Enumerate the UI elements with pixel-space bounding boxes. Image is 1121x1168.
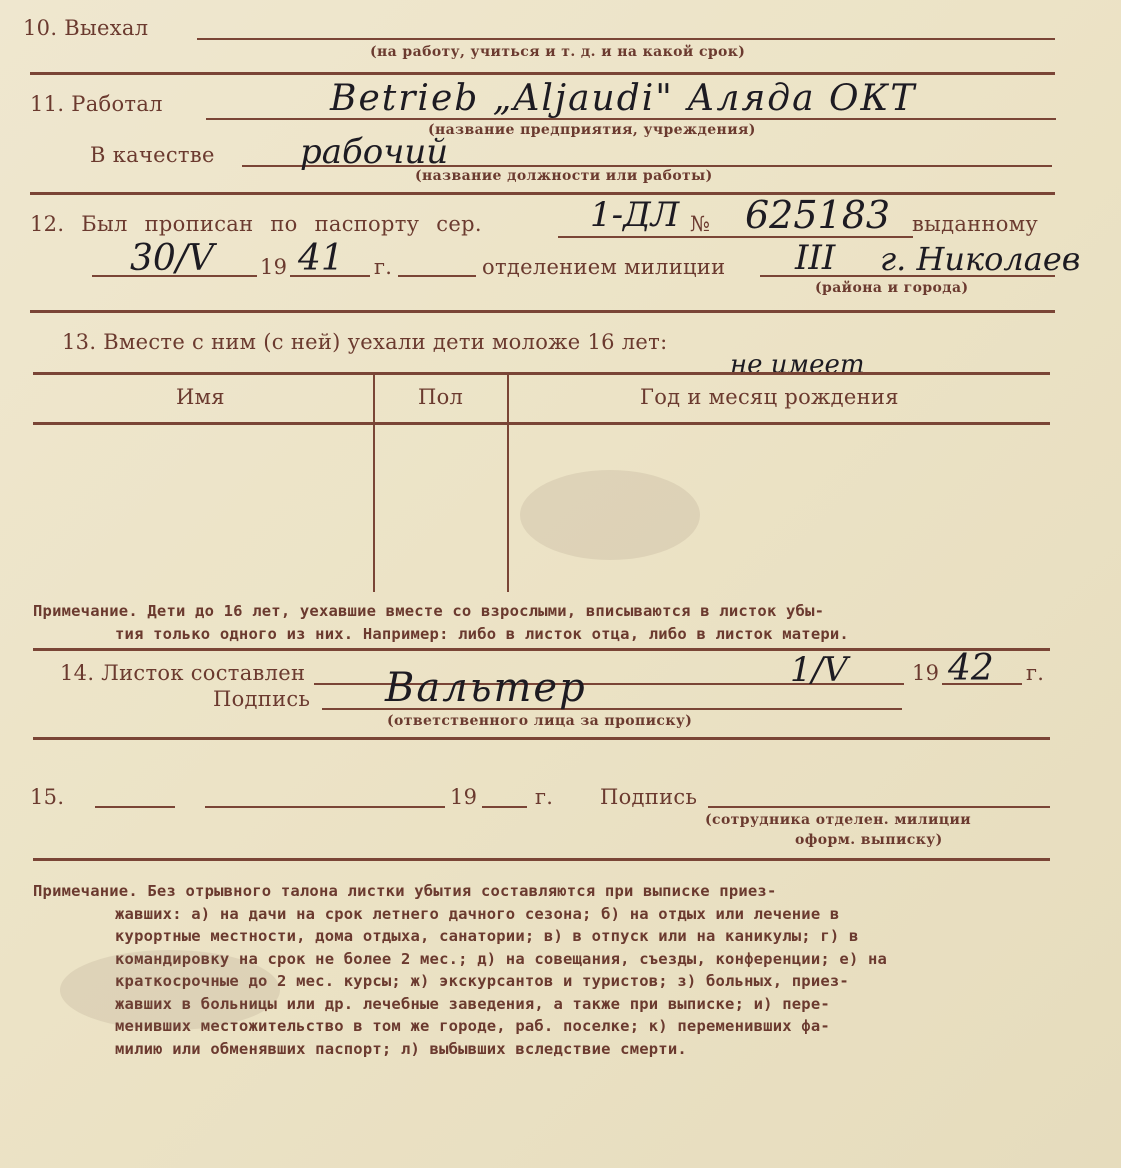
signature-label: Подпись: [213, 687, 311, 711]
row11-label: 11. Работал: [30, 92, 163, 116]
row14-year-prefix: 19: [912, 661, 940, 685]
signature-caption: (ответственного лица за прописку): [387, 713, 693, 729]
table-col-divider: [507, 374, 509, 592]
row14-year-suffix: г.: [1026, 661, 1045, 685]
dept-value: III: [795, 238, 836, 278]
workplace-value: Betrieb „Aljaudi" Алядa ОКТ: [330, 78, 917, 119]
row15-year-prefix: 19: [450, 785, 478, 809]
dept-caption: (района и города): [815, 280, 969, 296]
table-header-rule: [33, 422, 1050, 425]
note2-line: командировку на срок не более 2 мес.; д) на совещания, съезды, конференции; е) на: [115, 949, 888, 968]
issued-label: выданному: [912, 212, 1039, 236]
note2-line: жавших в больницы или др. лечебные заведения, а также при выписке; и) пере-: [115, 994, 830, 1013]
row15-day-line: [95, 806, 175, 808]
note2-line: жавших: а) на дачи на срок летнего дачного сезона; б) на отдых или лечение в: [115, 904, 840, 923]
number-sign: №: [690, 212, 711, 236]
note2-line: менивших местожительство в том же городе, раб. поселке; к) переменивших фа-: [115, 1017, 830, 1035]
note2-line: курортные местности, дома отдыха, санатории; в) в отпуск или на каникулы; г) в: [115, 927, 859, 945]
col-sex-header: Пол: [418, 385, 464, 409]
row15-caption1: (сотрудника отделен. милиции: [705, 812, 972, 828]
paper-stain: [60, 950, 280, 1030]
children-note: не имеет: [730, 350, 865, 380]
row13-label: 13. Вместе с ним (с ней) уехали дети моложе 16 лет:: [62, 330, 668, 354]
issue-date: 30/V: [130, 238, 214, 279]
row10-line: [197, 38, 1055, 40]
row10-caption: (на работу, учиться и т. д. и на какой срок): [370, 44, 746, 60]
issue-year: 41: [298, 238, 344, 279]
city-value: г. Николаев: [880, 240, 1081, 278]
row15-year-line: [482, 806, 527, 808]
blank-line: [398, 275, 476, 277]
row15-label: 15.: [30, 785, 65, 809]
row15-signature-label: Подпись: [600, 785, 698, 809]
divider: [33, 648, 1050, 651]
table-top-rule: [33, 372, 1050, 375]
col-birth-header: Год и месяц рождения: [640, 385, 899, 409]
note2-line: Примечание. Без отрывного талона листки убытия составляются при выписке приез-: [33, 882, 777, 900]
table-col-divider: [373, 374, 375, 592]
divider: [30, 192, 1055, 195]
year-suffix: г.: [374, 255, 393, 279]
note1-line1: Примечание. Дети до 16 лет, уехавшие вместе со взрослыми, вписываются в листок убы-: [33, 602, 825, 620]
row14-label: 14. Листок составлен: [60, 661, 306, 685]
quality-caption: (название должности или работы): [415, 168, 713, 184]
quality-label: В качестве: [90, 143, 215, 167]
row15-month-line: [205, 806, 445, 808]
compiled-year: 42: [948, 648, 994, 689]
passport-number: 625183: [745, 193, 891, 237]
row15-caption2: оформ. выписку): [795, 832, 943, 848]
row11-caption: (название предприятия, учреждения): [428, 122, 756, 138]
quality-value: рабочий: [300, 132, 449, 172]
col-name-header: Имя: [176, 385, 225, 409]
signature-value: Вальтер: [385, 665, 587, 711]
divider: [33, 858, 1050, 861]
divider: [30, 310, 1055, 313]
note1-line2: тия только одного из них. Например: либо в листок отца, либо в листок матери.: [115, 625, 849, 643]
passport-series: 1-ДЛ: [590, 195, 680, 235]
compiled-date: 1/V: [790, 650, 848, 690]
row10-label: 10. Выехал: [23, 16, 149, 40]
note2-line: милию или обменявших паспорт; л) выбывших вследствие смерти.: [115, 1039, 687, 1058]
paper-stain: [520, 470, 700, 560]
dept-label: отделением милиции: [482, 255, 726, 279]
year-prefix: 19: [260, 255, 288, 279]
divider: [30, 72, 1055, 75]
row15-signature-line: [708, 806, 1050, 808]
note2-line: краткосрочные до 2 мес. курсы; ж) экскурсантов и туристов; з) больных, приез-: [115, 972, 849, 990]
row15-year-suffix: г.: [535, 785, 554, 809]
row12-label: 12. Был прописан по паспорту сер.: [30, 212, 482, 236]
divider: [33, 737, 1050, 740]
